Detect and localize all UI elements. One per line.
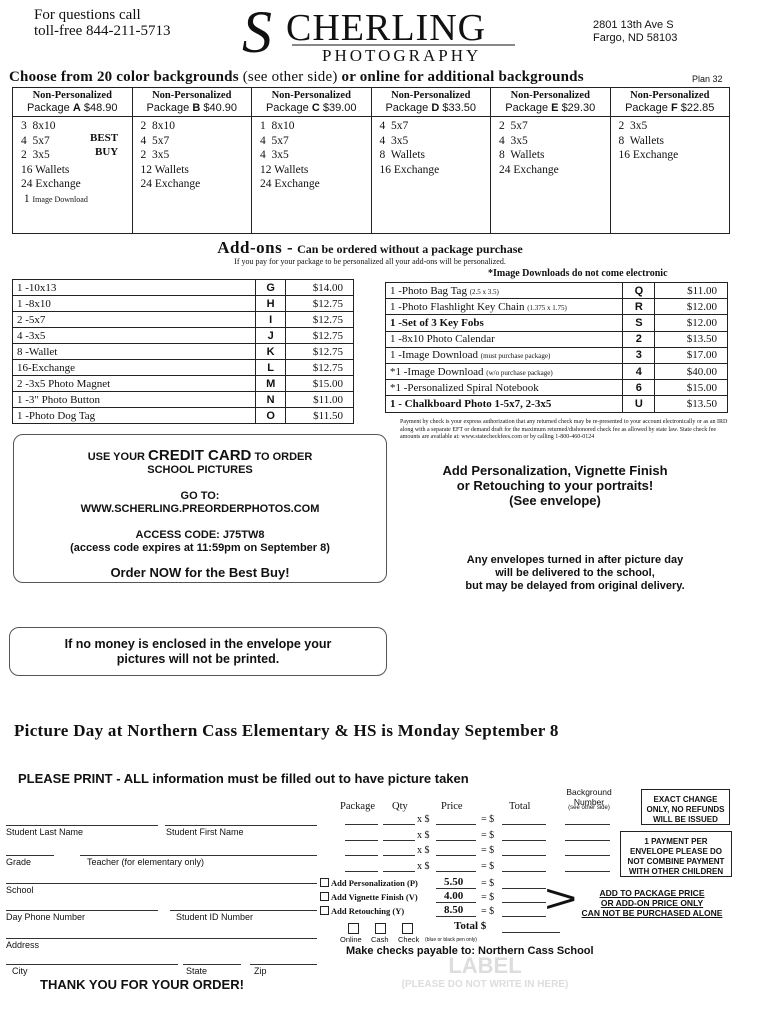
- add-to-package-note: [567, 888, 737, 918]
- packages-table: [12, 87, 730, 234]
- package-input[interactable]: [345, 871, 378, 872]
- table-row: [386, 331, 728, 347]
- addon-price: $14.00: [286, 280, 354, 296]
- package-item: 24 Exchange: [260, 178, 320, 190]
- addon-code: K: [256, 344, 286, 360]
- backgrounds-heading-part3: or online for additional backgrounds: [341, 69, 584, 85]
- vignette-price-line: [436, 902, 476, 903]
- package-type: Non-Personalized: [630, 90, 710, 101]
- total-input[interactable]: [502, 840, 546, 841]
- notice-line: WILL BE ISSUED: [653, 815, 718, 824]
- addon-item: 1 -Image Download (must purchase package): [386, 347, 623, 363]
- addon-price: $12.75: [286, 328, 354, 344]
- addon-code: 3: [623, 347, 655, 363]
- addon-price: $12.00: [655, 299, 728, 315]
- table-row: [386, 380, 728, 396]
- package-item: 24 Exchange: [140, 178, 201, 190]
- addon-price: $11.00: [286, 392, 354, 408]
- day-phone-field[interactable]: [6, 910, 158, 911]
- package-f: [611, 88, 730, 233]
- times-dollar: x $: [417, 830, 430, 841]
- addon-item: 4 -3x5: [13, 328, 256, 344]
- package-header: [252, 88, 371, 117]
- addons-heading: [0, 238, 740, 258]
- personalization-option[interactable]: Add Personalization (P): [320, 878, 418, 888]
- package-title: Package A $48.90: [26, 102, 118, 114]
- cash-label: Cash: [371, 935, 389, 944]
- qty-input[interactable]: [383, 824, 415, 825]
- label-area: [380, 953, 590, 990]
- plan-number: Plan 32: [692, 74, 723, 84]
- retouching-price: 8.50: [444, 904, 464, 916]
- addon-code: L: [256, 360, 286, 376]
- times-dollar: x $: [417, 861, 430, 872]
- cash-checkbox[interactable]: [375, 923, 386, 934]
- vignette-total-input[interactable]: [502, 902, 546, 903]
- price-input[interactable]: [436, 824, 476, 825]
- logo-graphic: [240, 2, 530, 64]
- addon-price: $12.75: [286, 360, 354, 376]
- check-label: Check: [398, 935, 420, 944]
- addon-price: $13.50: [655, 396, 728, 412]
- package-header: [491, 88, 610, 117]
- retouching-price-line: [436, 916, 476, 917]
- addon-code: I: [256, 312, 286, 328]
- addon-code: 6: [623, 380, 655, 396]
- table-row: [13, 408, 354, 424]
- package-item: 8 Wallets: [499, 149, 545, 161]
- payment-authorization-note: Payment by check is your express authorization that any returned check may be re-presented to your account electronically or as an IRD along with a separate EFT or demand draft for the maximum returned/dishonored check fee as allowed by state law. State check fee amounts are available at: www.statecheckfees.com or by calling 1-800-460-0124: [400, 419, 728, 440]
- personalization-price-line: [436, 888, 476, 889]
- package-item: 1 8x10: [260, 120, 295, 132]
- student-id-field[interactable]: [170, 910, 317, 911]
- order-url: WWW.SCHERLING.PREORDERPHOTOS.COM: [80, 503, 320, 515]
- package-item: 4 3x5: [499, 134, 528, 147]
- addon-price: $15.00: [286, 376, 354, 392]
- grand-total-input[interactable]: [502, 932, 560, 933]
- personalization-line: (See envelope): [509, 493, 601, 508]
- package-e: [491, 88, 611, 233]
- times-dollar: x $: [417, 845, 430, 856]
- address-field[interactable]: [6, 938, 317, 939]
- last-name-field[interactable]: [6, 825, 158, 826]
- package-type: Non-Personalized: [510, 90, 590, 101]
- package-input[interactable]: [345, 855, 378, 856]
- addon-item: 1 -Photo Bag Tag (2.5 x 3.5): [386, 283, 623, 299]
- package-item: 4 3x5: [379, 134, 409, 147]
- package-header: [13, 88, 132, 117]
- addon-code: U: [623, 396, 655, 412]
- table-row: [386, 363, 728, 379]
- package-item: 4 5x7: [260, 134, 289, 147]
- scherling-logo: [240, 2, 530, 64]
- last-name-label: Student Last Name: [6, 827, 84, 837]
- svg-text:S: S: [242, 2, 272, 64]
- addon-item: 16-Exchange: [13, 360, 256, 376]
- access-code: ACCESS CODE: J75TW8: [135, 529, 265, 541]
- addon-code: O: [256, 408, 286, 424]
- thank-you-message: THANK YOU FOR YOUR ORDER!: [40, 977, 244, 992]
- addons-subtitle: Can be ordered without a package purchase: [297, 242, 523, 256]
- addon-item: 1 -Set of 3 Key Fobs: [386, 315, 623, 331]
- table-row: [13, 312, 354, 328]
- addon-item: 1 -8x10: [13, 296, 256, 312]
- addon-code: S: [623, 315, 655, 331]
- access-code-expiry: (access code expires at 11:59pm on September 8): [70, 542, 330, 554]
- notice-line: OR ADD-ON PRICE ONLY: [600, 898, 704, 908]
- package-item: 2 3x5: [140, 149, 170, 161]
- addon-code: N: [256, 392, 286, 408]
- package-column-header: Package: [340, 801, 375, 812]
- addon-code: R: [623, 299, 655, 315]
- package-items: [252, 117, 371, 192]
- table-row: [13, 280, 354, 296]
- envelopes-line: will be delivered to the school,: [495, 567, 655, 579]
- package-items: [133, 117, 252, 192]
- package-header: [133, 88, 252, 117]
- addon-code: J: [256, 328, 286, 344]
- package-item-download: 1 Image Download: [23, 192, 88, 205]
- addon-price: $12.00: [655, 315, 728, 331]
- backgrounds-heading: [9, 69, 584, 86]
- one-payment-notice: [620, 831, 732, 877]
- vignette-price: 4.00: [444, 890, 464, 902]
- package-items: [13, 117, 132, 207]
- equals-dollar: = $: [481, 878, 495, 889]
- addon-item: 1 -Photo Flashlight Key Chain (1.375 x 1.75): [386, 299, 623, 315]
- first-name-field[interactable]: [165, 825, 317, 826]
- school-label: School: [6, 885, 34, 895]
- contact-line-1: For questions call: [34, 7, 141, 23]
- city-label: City: [12, 966, 28, 976]
- notice-line: ONLY, NO REFUNDS: [646, 805, 725, 814]
- addon-price: $15.00: [655, 380, 728, 396]
- price-input[interactable]: [436, 840, 476, 841]
- package-title: Package D $33.50: [385, 102, 477, 114]
- package-type: Non-Personalized: [271, 90, 351, 101]
- state-field[interactable]: [183, 964, 241, 965]
- notice-line: ADD TO PACKAGE PRICE: [599, 888, 705, 898]
- package-title: Package C $39.00: [265, 102, 357, 114]
- school-pictures-label: SCHOOL PICTURES: [147, 464, 253, 476]
- notice-line: ENVELOPE PLEASE DO: [629, 847, 723, 856]
- addon-price: $40.00: [655, 363, 728, 379]
- package-a: [13, 88, 133, 233]
- table-row: [386, 315, 728, 331]
- addon-code: 4: [623, 363, 655, 379]
- table-row: [13, 344, 354, 360]
- retouching-option[interactable]: Add Retouching (Y): [320, 906, 404, 916]
- package-b: [133, 88, 253, 233]
- equals-dollar: = $: [481, 906, 495, 917]
- teacher-field[interactable]: [80, 855, 317, 856]
- background-input[interactable]: [565, 871, 610, 872]
- addon-item: 2 -3x5 Photo Magnet: [13, 376, 256, 392]
- package-item: 2 5x7: [499, 120, 528, 132]
- label-title: LABEL: [448, 953, 522, 978]
- package-c: [252, 88, 372, 233]
- package-item: 2 3x5: [618, 120, 648, 132]
- table-row: [13, 296, 354, 312]
- table-row: [13, 376, 354, 392]
- addons-note: If you pay for your package to be personalized all your add-ons will be personalized.: [234, 257, 506, 266]
- package-header: [372, 88, 491, 117]
- price-input[interactable]: [436, 855, 476, 856]
- vignette-option[interactable]: Add Vignette Finish (V): [320, 892, 418, 902]
- addon-item: 1 -Photo Dog Tag: [13, 408, 256, 424]
- addons-table-right: [385, 282, 728, 413]
- background-input[interactable]: [565, 824, 610, 825]
- table-row: [386, 396, 728, 412]
- addon-code: M: [256, 376, 286, 392]
- total-input[interactable]: [502, 824, 546, 825]
- table-row: [13, 360, 354, 376]
- personalization-checkbox[interactable]: [320, 878, 329, 887]
- total-column-header: Total: [509, 801, 531, 812]
- package-type: Non-Personalized: [152, 90, 232, 101]
- backgrounds-heading-part2: (see other side): [242, 69, 338, 85]
- qty-input[interactable]: [383, 855, 415, 856]
- package-item: 4 5x7: [21, 134, 50, 147]
- first-name-label: Student First Name: [166, 827, 244, 837]
- package-item: 8 Wallets: [379, 149, 425, 161]
- address-street: 2801 13th Ave S: [593, 19, 674, 31]
- addon-price: $12.75: [286, 312, 354, 328]
- equals-dollar: = $: [481, 830, 495, 841]
- package-item: 4 3x5: [260, 149, 289, 161]
- package-item: 24 Exchange: [499, 163, 559, 176]
- package-item: 2 3x5: [21, 149, 50, 161]
- no-money-warning: [9, 627, 387, 676]
- price-column-header: Price: [441, 801, 463, 812]
- city-field[interactable]: [6, 964, 178, 965]
- envelopes-line: but may be delayed from original delivery.: [465, 580, 685, 592]
- please-print-heading: PLEASE PRINT - ALL information must be filled out to have picture taken: [18, 771, 469, 786]
- exact-change-notice: [641, 789, 730, 825]
- logo-main-text: CHERLING: [286, 7, 487, 49]
- personalization-note: [416, 463, 694, 508]
- buy-label: BUY: [95, 146, 119, 158]
- package-items: [611, 117, 730, 163]
- package-item: 4 5x7: [140, 134, 170, 147]
- late-envelopes-note: [430, 554, 720, 593]
- table-row: [386, 347, 728, 363]
- equals-dollar: = $: [481, 861, 495, 872]
- package-item: 12 Wallets: [140, 163, 189, 176]
- package-title: Package F $22.85: [625, 102, 715, 114]
- package-type: Non-Personalized: [391, 90, 471, 101]
- total-label: Total $: [454, 920, 487, 932]
- grade-field[interactable]: [6, 855, 54, 856]
- notice-line: 1 PAYMENT PER: [644, 837, 708, 846]
- addon-item: *1 -Personalized Spiral Notebook: [386, 380, 623, 396]
- package-type: Non-Personalized: [32, 90, 112, 101]
- package-d: [372, 88, 492, 233]
- no-money-line: pictures will not be printed.: [116, 652, 280, 666]
- checks-payable-note: Make checks payable to: Northern Cass School: [346, 945, 594, 957]
- package-item: 3 8x10: [21, 120, 56, 132]
- package-item: 16 Exchange: [618, 149, 679, 161]
- personalization-price: 5.50: [444, 876, 464, 888]
- day-phone-label: Day Phone Number: [6, 912, 86, 922]
- vignette-checkbox[interactable]: [320, 892, 329, 901]
- student-id-label: Student ID Number: [176, 912, 254, 922]
- no-money-line: If no money is enclosed in the envelope your: [64, 637, 332, 651]
- package-input[interactable]: [345, 840, 378, 841]
- personalization-line: or Retouching to your portraits!: [456, 478, 654, 493]
- table-row: [13, 328, 354, 344]
- retouching-checkbox[interactable]: [320, 906, 329, 915]
- addon-price: $17.00: [655, 347, 728, 363]
- package-item: 8 Wallets: [618, 134, 664, 147]
- background-input[interactable]: [565, 855, 610, 856]
- package-item: 12 Wallets: [260, 163, 309, 176]
- addon-item: 1 - Chalkboard Photo 1-5x7, 2-3x5: [386, 396, 623, 412]
- addon-item: 1 -8x10 Photo Calendar: [386, 331, 623, 347]
- package-title: Package B $40.90: [146, 102, 238, 114]
- go-to-label: GO TO:: [180, 490, 220, 502]
- notice-line: CAN NOT BE PURCHASED ALONE: [581, 908, 723, 918]
- times-dollar: x $: [417, 814, 430, 825]
- equals-dollar: = $: [481, 814, 495, 825]
- backgrounds-heading-part1: Choose from 20 color backgrounds: [9, 69, 239, 85]
- addon-code: G: [256, 280, 286, 296]
- address-label: Address: [6, 940, 40, 950]
- package-input[interactable]: [345, 824, 378, 825]
- table-row: [386, 299, 728, 315]
- contact-info: [34, 7, 171, 39]
- notice-line: NOT COMBINE PAYMENT: [627, 857, 725, 866]
- retouching-total-input[interactable]: [502, 916, 546, 917]
- qty-input[interactable]: [383, 840, 415, 841]
- online-label: Online: [340, 935, 362, 944]
- see-other-side-note: (see other side): [568, 805, 610, 811]
- equals-dollar: = $: [481, 892, 495, 903]
- picture-day-heading: Picture Day at Northern Cass Elementary & HS is Monday September 8: [14, 721, 559, 740]
- notice-line: WITH OTHER CHILDREN: [628, 867, 724, 876]
- logo-sub-text: PHOTOGRAPHY: [322, 46, 482, 64]
- addon-price: $11.50: [286, 408, 354, 424]
- addon-item: *1 -Image Download (w/o purchase package): [386, 363, 623, 379]
- package-items: [372, 117, 491, 177]
- school-field[interactable]: [6, 883, 317, 884]
- addon-item: 8 -Wallet: [13, 344, 256, 360]
- package-items: [491, 117, 610, 177]
- package-item: 24 Exchange: [21, 178, 81, 190]
- price-input[interactable]: [436, 871, 476, 872]
- addon-item: 1 -10x13: [13, 280, 256, 296]
- personalization-total-input[interactable]: [502, 888, 546, 889]
- addon-price: $13.50: [655, 331, 728, 347]
- studio-address: [593, 19, 677, 45]
- label-note: (PLEASE DO NOT WRITE IN HERE): [401, 979, 569, 990]
- addon-price: $12.75: [286, 344, 354, 360]
- address-city: Fargo, ND 58103: [593, 32, 678, 44]
- addons-table-left: [12, 279, 354, 424]
- credit-card-box: [13, 434, 387, 583]
- addon-code: H: [256, 296, 286, 312]
- background-number-header: Background Number: [566, 787, 612, 807]
- addon-price: $12.75: [286, 296, 354, 312]
- table-row: [386, 283, 728, 299]
- best-label: BEST: [90, 132, 119, 144]
- table-row: [13, 392, 354, 408]
- zip-field[interactable]: [250, 964, 317, 965]
- qty-column-header: Qty: [392, 801, 408, 812]
- addon-item: 2 -5x7: [13, 312, 256, 328]
- personalization-line: Add Personalization, Vignette Finish: [442, 463, 668, 478]
- addons-title: Add-ons -: [217, 238, 294, 257]
- check-checkbox[interactable]: [402, 923, 413, 934]
- package-header: [611, 88, 730, 117]
- qty-input[interactable]: [383, 871, 415, 872]
- package-title: Package E $29.30: [505, 102, 596, 114]
- credit-card-line: USE YOUR CREDIT CARD TO ORDER: [87, 447, 313, 464]
- package-item: 16 Exchange: [379, 163, 440, 176]
- teacher-label: Teacher (for elementary only): [87, 857, 205, 867]
- total-input[interactable]: [502, 871, 546, 872]
- contact-phone: toll-free 844-211-5713: [34, 23, 171, 39]
- total-input[interactable]: [502, 855, 546, 856]
- package-item: 2 8x10: [140, 120, 175, 132]
- downloads-note: *Image Downloads do not come electronic: [488, 268, 668, 279]
- zip-label: Zip: [254, 966, 267, 976]
- notice-line: EXACT CHANGE: [653, 795, 718, 804]
- envelopes-line: Any envelopes turned in after picture day: [466, 554, 684, 566]
- pen-note: (blue or black pen only): [425, 937, 477, 943]
- background-input[interactable]: [565, 840, 610, 841]
- addon-item: 1 -3" Photo Button: [13, 392, 256, 408]
- order-now-label: Order NOW for the Best Buy!: [110, 565, 290, 580]
- bracket-arrow-icon: >: [544, 877, 578, 921]
- grade-label: Grade: [6, 857, 32, 867]
- state-label: State: [186, 966, 208, 976]
- package-item: 16 Wallets: [21, 163, 70, 176]
- addon-price: $11.00: [655, 283, 728, 299]
- addon-code: Q: [623, 283, 655, 299]
- addon-code: 2: [623, 331, 655, 347]
- package-item: 4 5x7: [379, 120, 409, 132]
- equals-dollar: = $: [481, 845, 495, 856]
- online-checkbox[interactable]: [348, 923, 359, 934]
